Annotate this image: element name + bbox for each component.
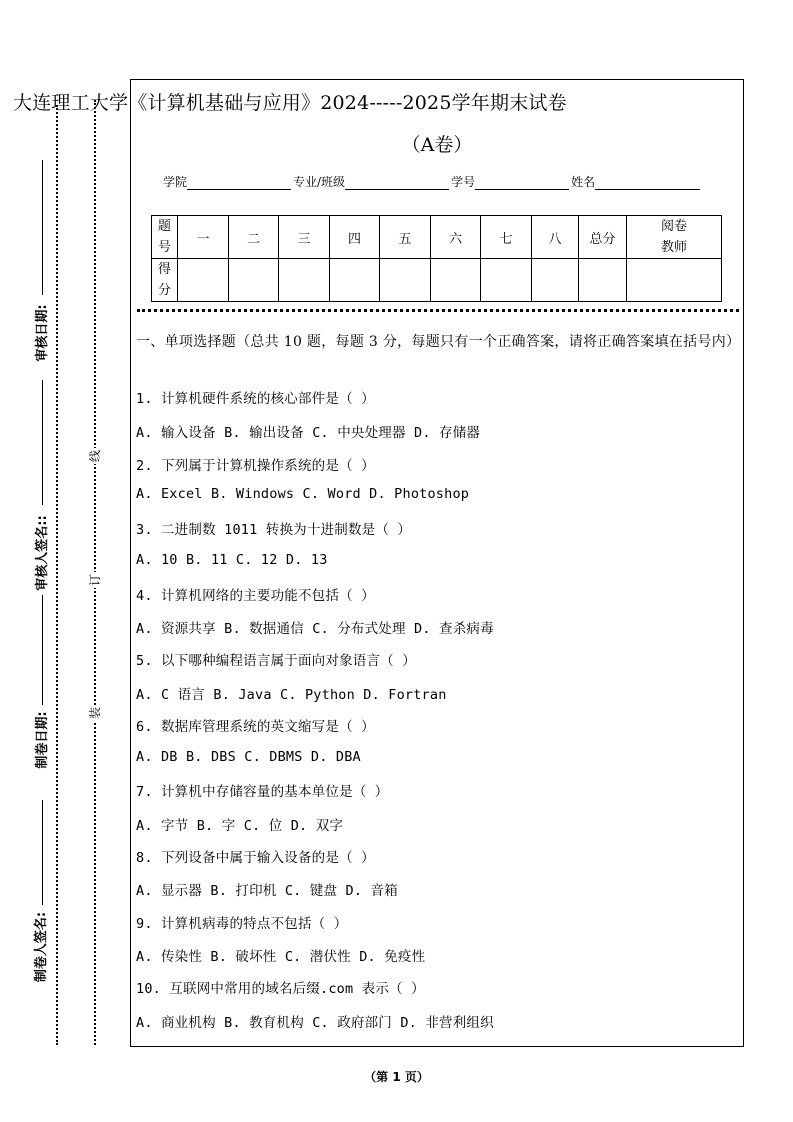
question-options: A. 商业机构 B. 教育机构 C. 政府部门 D. 非营利组织 [136, 1015, 494, 1031]
cut-word-line: 线 [88, 450, 102, 463]
question-options: A. 输入设备 B. 输出设备 C. 中央处理器 D. 存储器 [136, 425, 481, 441]
question-text: 8. 下列设备中属于输入设备的是（ ） [136, 850, 375, 866]
question-text: 2. 下列属于计算机操作系统的是（ ） [136, 458, 375, 474]
score-cell[interactable] [481, 259, 532, 302]
question-options: A. 10 B. 11 C. 12 D. 13 [136, 552, 328, 568]
make-date-line [42, 595, 43, 705]
grader-header-line: 阅卷 [660, 219, 687, 234]
score-row-char: 得 [157, 262, 171, 277]
question-options: A. 字节 B. 字 C. 位 D. 双字 [136, 818, 344, 834]
score-col-header: 一 [178, 216, 229, 259]
score-total-cell[interactable] [579, 259, 627, 302]
name-field[interactable] [595, 175, 700, 190]
question-options: A. Excel B. Windows C. Word D. Photoshop [136, 486, 470, 502]
grader-header-cell [627, 216, 722, 259]
score-col-header: 四 [330, 216, 380, 259]
score-cell[interactable] [178, 259, 229, 302]
question-text: 3. 二进制数 1011 转换为十进制数是（ ） [136, 522, 412, 538]
score-col-header: 八 [532, 216, 579, 259]
review-date-line [42, 160, 43, 295]
margin-dotted-line [56, 105, 58, 1045]
section-heading: 一、单项选择题（总共 10 题，每题 3 分，每题只有一个正确答案，请将正确答案填在括号内） [136, 334, 741, 350]
question-options: A. 资源共享 B. 数据通信 C. 分布式处理 D. 查杀病毒 [136, 621, 494, 637]
question-text: 9. 计算机病毒的特点不包括（ ） [136, 916, 348, 932]
student-id-label: 学号 [451, 175, 476, 189]
question-options: A. C 语言 B. Java C. Python D. Fortran [136, 687, 447, 703]
make-date-label: 制卷日期: [35, 711, 50, 769]
cut-word-bind: 订 [88, 574, 102, 587]
score-cell[interactable] [330, 259, 380, 302]
cut-word-pack: 装 [88, 707, 102, 720]
score-col-header: 总分 [579, 216, 627, 259]
question-text: 1. 计算机硬件系统的核心部件是（ ） [136, 391, 375, 407]
score-row-label-cell [152, 259, 178, 302]
exam-title: 大连理工大学《计算机基础与应用》2024-----2025学年期末试卷 [13, 92, 567, 114]
grader-header-line: 教师 [660, 240, 687, 255]
score-header-char: 题 [157, 219, 171, 234]
question-options: A. 传染性 B. 破坏性 C. 潜伏性 D. 免疫性 [136, 949, 426, 965]
score-header-cell [152, 216, 178, 259]
question-options: A. 显示器 B. 打印机 C. 键盘 D. 音箱 [136, 883, 398, 899]
college-label: 学院 [163, 175, 188, 189]
question-text: 6. 数据库管理系统的英文缩写是（ ） [136, 719, 375, 735]
page-number: （第 1 页） [364, 1070, 429, 1084]
score-table-header-row [152, 216, 722, 259]
question-text: 7. 计算机中存储容量的基本单位是（ ） [136, 784, 389, 800]
score-col-header: 三 [279, 216, 330, 259]
major-class-label: 专业/班级 [293, 175, 346, 189]
reviewer-sign-label: 审核人签名:: [35, 515, 50, 591]
maker-sign-label: 制卷人签名: [34, 911, 49, 983]
score-col-header: 二 [229, 216, 279, 259]
score-col-header: 七 [481, 216, 532, 259]
college-field[interactable] [187, 175, 291, 190]
score-row-char: 分 [157, 283, 171, 298]
score-header-char: 号 [157, 240, 171, 255]
maker-sign-line [42, 800, 43, 905]
score-cell[interactable] [279, 259, 330, 302]
score-table [151, 215, 722, 302]
major-class-field[interactable] [345, 175, 449, 190]
question-text: 10. 互联网中常用的域名后缀.com 表示（ ） [136, 981, 425, 997]
score-col-header: 六 [431, 216, 481, 259]
question-text: 5. 以下哪种编程语言属于面向对象语言（ ） [136, 653, 416, 669]
question-text: 4. 计算机网络的主要功能不包括（ ） [136, 588, 375, 604]
grader-cell[interactable] [627, 259, 722, 302]
review-date-label: 审核日期: [35, 304, 50, 362]
score-col-header: 五 [380, 216, 431, 259]
score-cell[interactable] [380, 259, 431, 302]
reviewer-sign-line [42, 380, 43, 505]
dotted-separator [137, 309, 739, 312]
name-label: 姓名 [571, 175, 596, 189]
score-cell[interactable] [532, 259, 579, 302]
student-id-field[interactable] [475, 175, 569, 190]
exam-subtitle: （A卷） [401, 134, 473, 156]
score-cell[interactable] [229, 259, 279, 302]
score-table-score-row [152, 259, 722, 302]
score-cell[interactable] [431, 259, 481, 302]
student-info-row [163, 173, 702, 190]
question-options: A. DB B. DBS C. DBMS D. DBA [136, 749, 361, 765]
